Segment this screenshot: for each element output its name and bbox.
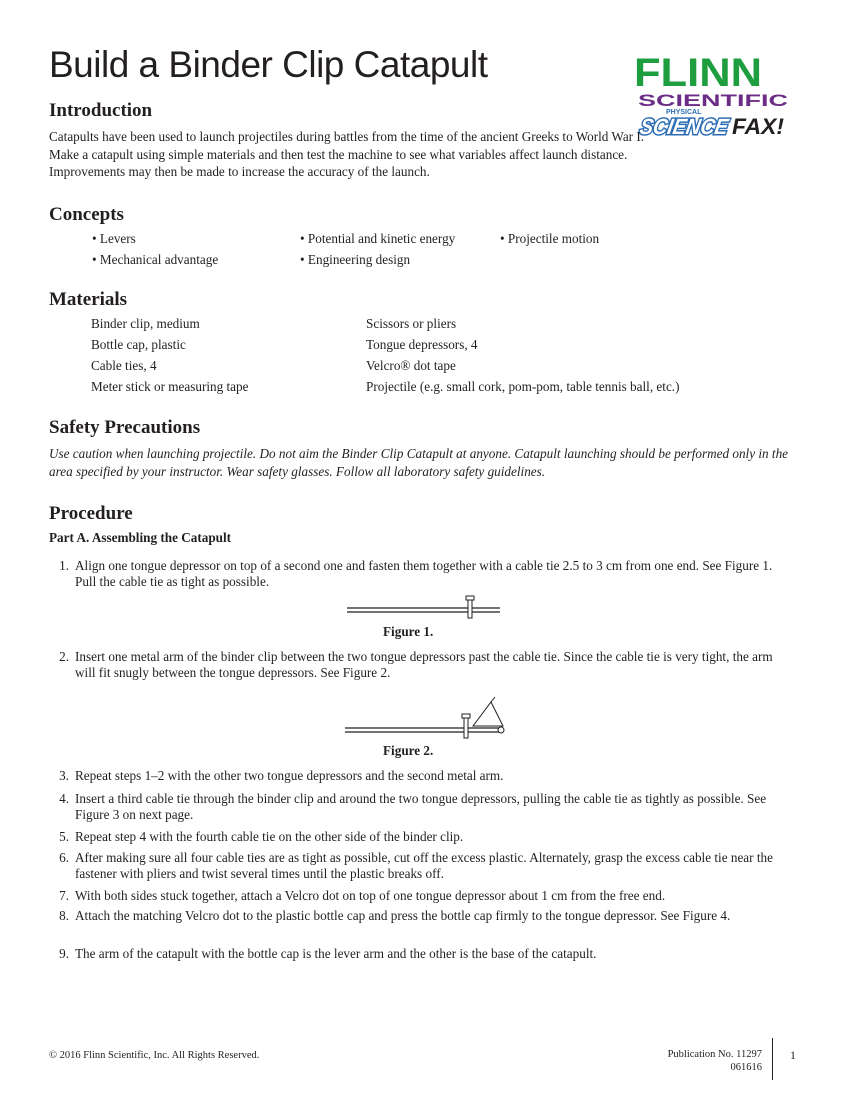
step-number: 4. xyxy=(59,791,69,806)
procedure-step xyxy=(49,791,789,825)
safety-text: Use caution when launching projectile. Do not aim the Binder Clip Catapult at anyone. Catapult launching should be performed only in the area specified by your instructor. Wear safety glasses. Follow all laboratory safety guidelines. xyxy=(49,446,789,479)
material-item: Projectile (e.g. small cork, pom-pom, table tennis ball, etc.) xyxy=(366,379,680,394)
step-number: 1. xyxy=(59,558,69,573)
step-number: 5. xyxy=(59,829,69,844)
figure-2-caption: Figure 2. xyxy=(383,743,434,758)
step-number: 2. xyxy=(59,649,69,664)
procedure-step xyxy=(49,908,789,942)
logo-flinn: FLINN xyxy=(634,51,762,95)
concept-item: • Projectile motion xyxy=(500,231,600,246)
procedure-step xyxy=(49,649,789,683)
part-a-heading: Part A. Assembling the Catapult xyxy=(49,530,232,545)
logo-fax: FAX! xyxy=(732,114,784,139)
step-text: Insert one metal arm of the binder clip between the two tongue depressors past the cable tie. Since the cable tie is very tight, the arm will fit snugly between the tongue depressors. See Figure 2. xyxy=(75,649,773,681)
materials-heading: Materials xyxy=(49,289,128,310)
introduction-text: Catapults have been used to launch projectiles during battles from the time of the ancient Greeks to World War I. Make a catapult using simple materials and then test the machine to see what variables affect launch distance. Improvements may then be made to increase the accuracy of the launch. xyxy=(49,129,645,180)
step-text: After making sure all four cable ties are as tight as possible, cut off the excess plastic. Alternately, grasp the excess cable tie near the fastener with pliers and twist several times until the plastic breaks off. xyxy=(75,850,773,882)
publication-code: 061616 xyxy=(730,1062,762,1073)
step-number: 3. xyxy=(59,768,69,783)
procedure-step xyxy=(49,888,789,906)
step-text: Repeat step 4 with the fourth cable tie on the other side of the binder clip. xyxy=(75,829,464,844)
concept-item: • Engineering design xyxy=(300,252,411,267)
step-text: Attach the matching Velcro dot to the plastic bottle cap and press the bottle cap firmly to the tongue depressor. See Figure 4. xyxy=(75,908,731,923)
step-number: 9. xyxy=(59,946,69,961)
procedure-step xyxy=(49,558,789,592)
figure-1-diagram xyxy=(345,594,505,620)
figure-2-diagram xyxy=(343,696,509,740)
procedure-step xyxy=(49,829,789,847)
material-item: Velcro® dot tape xyxy=(366,358,456,373)
procedure-step xyxy=(49,768,789,786)
step-number: 7. xyxy=(59,888,69,903)
procedure-step xyxy=(49,850,789,884)
material-item: Tongue depressors, 4 xyxy=(366,337,478,352)
introduction-heading: Introduction xyxy=(49,100,153,121)
material-item: Scissors or pliers xyxy=(366,316,457,331)
logo-science: SCIENCE xyxy=(637,114,741,139)
material-item: Cable ties, 4 xyxy=(91,358,157,373)
publication-number: Publication No. 11297 xyxy=(667,1049,762,1060)
step-number: 8. xyxy=(59,908,69,923)
page-title: Build a Binder Clip Catapult xyxy=(49,44,488,85)
concepts-heading: Concepts xyxy=(49,204,124,225)
copyright-text: © 2016 Flinn Scientific, Inc. All Rights Reserved. xyxy=(49,1050,260,1061)
concept-item: • Mechanical advantage xyxy=(92,252,219,267)
step-text: With both sides stuck together, attach a Velcro dot on top of one tongue depressor about 1 cm from the free end. xyxy=(75,888,666,903)
step-text: Repeat steps 1–2 with the other two tongue depressors and the second metal arm. xyxy=(75,768,504,783)
step-text: Align one tongue depressor on top of a second one and fasten them together with a cable tie 2.5 to 3 cm from one end. See Figure 1. Pull the cable tie as tight as possible. xyxy=(75,558,773,590)
step-number: 6. xyxy=(59,850,69,865)
step-text: The arm of the catapult with the bottle cap is the lever arm and the other is the base of the catapult. xyxy=(75,946,597,961)
figure-1-caption: Figure 1. xyxy=(383,624,434,639)
material-item: Binder clip, medium xyxy=(91,316,200,331)
concept-item: • Levers xyxy=(92,231,136,246)
logo-physical: PHYSICAL xyxy=(666,109,702,116)
step-text: Insert a third cable tie through the binder clip and around the two tongue depressors, pulling the cable tie as tightly as possible. See Figure 3 on next page. xyxy=(75,791,767,823)
procedure-heading: Procedure xyxy=(49,503,133,524)
material-item: Bottle cap, plastic xyxy=(91,337,186,352)
safety-heading: Safety Precautions xyxy=(49,417,201,438)
logo-scientific: SCIENTIFIC xyxy=(638,91,788,110)
publication-info xyxy=(640,1048,762,1074)
procedure-step xyxy=(49,946,789,964)
page-number: 1 xyxy=(790,1048,796,1062)
footer-divider xyxy=(772,1038,773,1080)
concept-item: • Potential and kinetic energy xyxy=(300,231,456,246)
material-item: Meter stick or measuring tape xyxy=(91,379,249,394)
